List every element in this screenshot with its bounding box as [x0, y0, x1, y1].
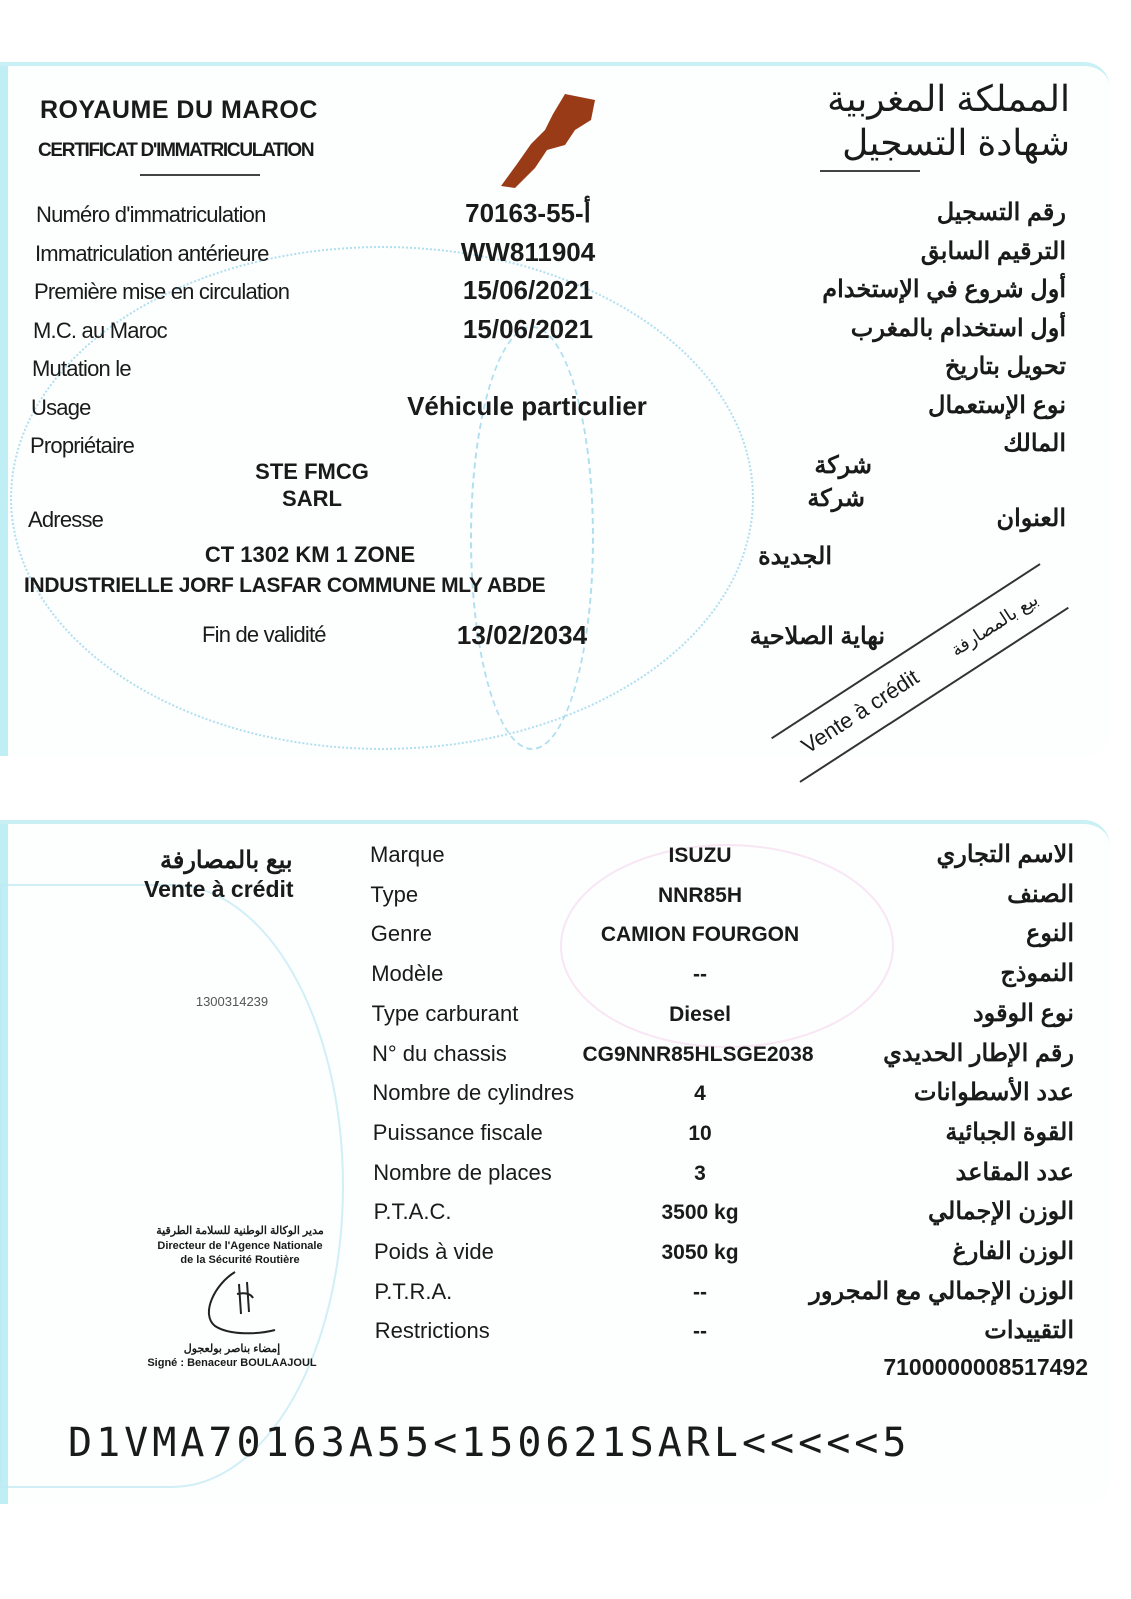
field-value: 3050 kg	[661, 1241, 739, 1264]
field-label: Puissance fiscale	[372, 1119, 543, 1145]
owner-name-ar2: شركة	[807, 485, 865, 512]
field-label: N° du chassis	[372, 1040, 507, 1066]
field-label: M.C. au Maroc	[33, 317, 167, 343]
registration-card-front	[0, 62, 1110, 759]
credit-sale-ar: بيع بالمصارفة	[160, 847, 293, 874]
field-value: CG9NNR85HLSGE2038	[582, 1042, 814, 1066]
signatory-title-ar: مدير الوكالة الوطنية للسلامة الطرقية	[156, 1225, 324, 1237]
field-label: Marque	[370, 842, 445, 867]
field-label-ar: القوة الجبائية	[945, 1118, 1074, 1146]
field-label-ar: النوع	[1026, 920, 1074, 948]
field-value: 4	[694, 1082, 706, 1106]
field-label-ar: الصنف	[1007, 880, 1074, 908]
stamp-fr: Vente à crédit	[796, 664, 924, 759]
field-value: 10	[688, 1121, 712, 1145]
field-label-ar: عدد الأسطوانات	[913, 1079, 1074, 1107]
signed-ar: إمضاء بناصر بولعجول	[183, 1343, 281, 1355]
field-label: Immatriculation antérieure	[35, 240, 269, 266]
subheader-ar: شهادة التسجيل	[842, 122, 1070, 163]
field-label: Type	[370, 881, 419, 907]
field-value: 70163-أ-55	[465, 198, 591, 228]
subheader-fr: CERTIFICAT D'IMMATRICULATION	[38, 140, 314, 161]
card-serial: 1300314239	[195, 994, 269, 1009]
document-number: 7100000008517492	[883, 1354, 1088, 1380]
field-value: --	[693, 1320, 707, 1344]
credit-sale-stamp	[771, 563, 1069, 783]
header-fr: ROYAUME DU MAROC	[40, 96, 318, 124]
signatory-title-fr1: Directeur de l'Agence Nationale	[157, 1240, 323, 1252]
field-label: Première mise en circulation	[34, 279, 290, 304]
owner-name-ar1: شركة	[814, 452, 872, 479]
field-label-ar: الترقيم السابق	[920, 237, 1066, 265]
field-label-ar: الوزن الإجمالي مع المجرور	[809, 1277, 1074, 1305]
field-label-ar: رقم الإطار الحديدي	[883, 1039, 1074, 1067]
mrz-line: D1VMA70163A55<150621SARL<<<<<5	[68, 1420, 911, 1466]
field-label: Nombre de cylindres	[372, 1080, 575, 1106]
field-label-ar: أول شروع في الإستخدام	[822, 276, 1066, 303]
field-label-ar: التقييدات	[984, 1317, 1074, 1345]
field-label: Numéro d'immatriculation	[36, 202, 266, 227]
address-line1: CT 1302 KM 1 ZONE	[204, 542, 416, 567]
field-value: WW811904	[460, 236, 596, 267]
field-label-ar: النموذج	[1000, 960, 1074, 988]
field-label: P.T.R.A.	[374, 1278, 453, 1304]
field-label: Type carburant	[371, 1000, 519, 1026]
field-label: Mutation le	[32, 356, 131, 381]
field-label: Nombre de places	[373, 1159, 552, 1185]
signatory-title-fr2: de la Sécurité Routière	[180, 1254, 300, 1266]
owner-name-line1: STE FMCG	[255, 459, 369, 484]
address-ar: الجديدة	[758, 543, 832, 570]
address-label-ar: العنوان	[996, 505, 1066, 532]
validity-value: 13/02/2034	[456, 620, 588, 650]
field-label: P.T.A.C.	[373, 1199, 452, 1225]
field-value: Diesel	[669, 1002, 731, 1026]
field-label: Genre	[370, 921, 432, 947]
field-label: Restrictions	[374, 1318, 490, 1344]
field-label: Propriétaire	[30, 433, 135, 458]
field-label-ar: عدد المقاعد	[955, 1158, 1074, 1186]
field-label-ar: أول استخدام بالمغرب	[850, 314, 1066, 342]
header-ar: المملكة المغربية	[827, 78, 1070, 119]
field-value: 3500 kg	[661, 1201, 739, 1225]
divider	[820, 170, 920, 172]
field-value: CAMION FOURGON	[600, 923, 800, 947]
field-value: 3	[694, 1161, 706, 1185]
field-label: Modèle	[371, 961, 444, 987]
field-label-ar: الوزن الإجمالي	[928, 1198, 1074, 1226]
field-label-ar: الوزن الفارغ	[952, 1238, 1074, 1265]
validity-label-ar: نهاية الصلاحية	[749, 623, 885, 650]
field-value: ISUZU	[668, 844, 732, 867]
field-label: Usage	[31, 394, 91, 420]
field-label-ar: تحويل بتاريخ	[944, 353, 1066, 380]
signature-graphic	[195, 1264, 285, 1339]
field-label-ar: نوع الوقود	[972, 999, 1074, 1027]
validity-label: Fin de validité	[202, 622, 326, 647]
field-value: 15/06/2021	[462, 313, 594, 344]
credit-sale-fr: Vente à crédit	[144, 876, 294, 902]
field-label-ar: الاسم التجاري	[936, 841, 1074, 868]
field-label-ar: نوع الإستعمال	[928, 391, 1066, 419]
field-value: --	[693, 963, 707, 987]
address-line2: INDUSTRIELLE JORF LASFAR COMMUNE MLY ABDE	[24, 574, 546, 597]
security-guilloche	[0, 884, 344, 1488]
morocco-map-icon	[495, 90, 605, 190]
field-label: Poids à vide	[374, 1239, 494, 1264]
address-label: Adresse	[28, 507, 104, 532]
registration-card-back	[0, 820, 1110, 1504]
signed-fr: Signé : Benaceur BOULAAJOUL	[147, 1357, 317, 1369]
field-value: Véhicule particulier	[407, 390, 647, 421]
field-value: 15/06/2021	[462, 275, 594, 305]
field-value: NNR85H	[657, 883, 743, 907]
divider	[140, 174, 260, 176]
stamp-ar: بيع بالمصارفة	[947, 588, 1042, 660]
field-label-ar: المالك	[1003, 430, 1066, 457]
field-value: --	[693, 1280, 707, 1304]
field-label-ar: رقم التسجيل	[936, 199, 1066, 226]
owner-name-line2: SARL	[282, 486, 342, 511]
